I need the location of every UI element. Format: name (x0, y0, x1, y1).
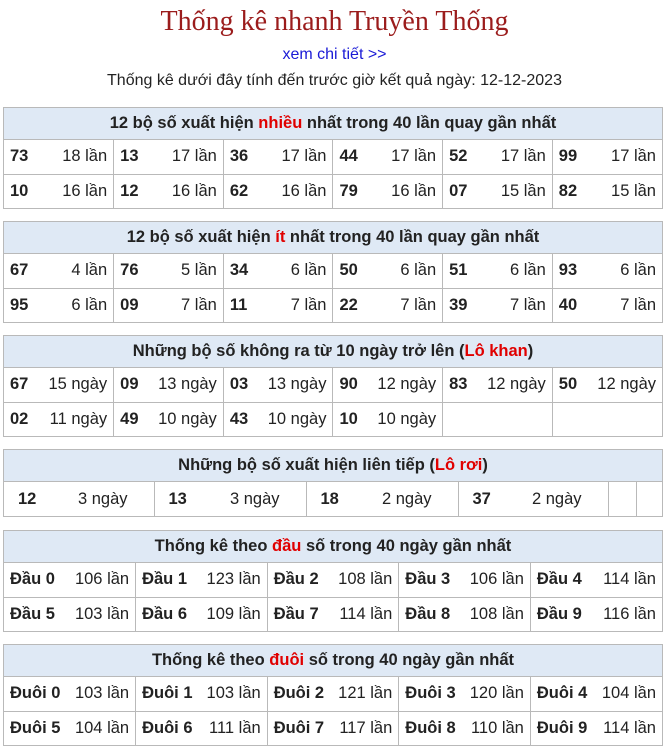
title-text: nhất trong 40 lần quay gần nhất (285, 228, 540, 246)
count: 4 lần (71, 261, 108, 280)
count: 15 lần (500, 181, 546, 200)
empty-cell (608, 482, 636, 516)
count: 13 ngày (267, 375, 327, 394)
title-text: Những bộ số không ra từ 10 ngày trở lên ( (132, 342, 465, 360)
stat-cell (333, 402, 443, 436)
empty-cell (443, 402, 553, 436)
count: 104 lần (74, 718, 130, 737)
title-text: 12 bộ số xuất hiện (126, 228, 276, 246)
stat-cell (4, 288, 114, 322)
count: 16 lần (62, 181, 108, 200)
table-row (4, 288, 662, 322)
stat-cell (114, 174, 224, 208)
number: 82 (558, 181, 578, 200)
title-highlight: ít (275, 228, 286, 246)
stat-cell (443, 368, 553, 402)
least-frequent-table (4, 254, 662, 322)
count: 6 lần (510, 261, 546, 280)
empty-cell (552, 402, 662, 436)
count: 10 ngày (267, 409, 327, 428)
count: 6 lần (290, 261, 327, 280)
dau-section (3, 530, 663, 632)
number: 02 (10, 409, 29, 428)
stat-cell (333, 368, 443, 402)
count: 120 lần (469, 684, 524, 703)
stat-cell (4, 174, 114, 208)
stat-cell (306, 482, 458, 516)
stat-cell (4, 254, 114, 288)
stat-cell (114, 402, 224, 436)
number: 09 (120, 375, 139, 394)
stat-cell (552, 368, 662, 402)
number: 50 (558, 375, 578, 394)
stat-cell (223, 174, 333, 208)
count: 7 lần (620, 295, 656, 314)
table-row (4, 140, 662, 174)
number: 51 (449, 261, 468, 280)
count: 12 ngày (597, 375, 656, 394)
stat-cell (552, 254, 662, 288)
lo-roi-section (3, 449, 663, 517)
number: 07 (449, 181, 468, 200)
title-highlight: Lô khan (464, 342, 528, 360)
number: Đuôi 4 (536, 684, 588, 703)
count: 15 ngày (48, 375, 108, 394)
count: 17 lần (281, 147, 327, 166)
number: 52 (449, 147, 468, 166)
page-header (0, 0, 669, 100)
most-frequent-table (4, 140, 662, 208)
lo-khan-table (4, 368, 662, 436)
stat-cell (333, 140, 443, 174)
number: Đuôi 6 (142, 718, 193, 737)
section-title (4, 531, 662, 563)
title-highlight: đuôi (269, 651, 305, 669)
table-row (4, 254, 662, 288)
stat-cell (136, 711, 268, 745)
number: 37 (472, 489, 491, 508)
stat-cell (4, 677, 136, 711)
section-title (4, 222, 662, 254)
page-subtitle: Thống kê dưới đây tính đến trước giờ kết quả ngày: 12-12-2023 (107, 72, 562, 89)
stat-cell (333, 174, 443, 208)
title-text: nhất trong 40 lần quay gần nhất (302, 114, 557, 132)
count: 123 lần (206, 570, 261, 589)
stat-cell (552, 174, 662, 208)
number: Đầu 5 (10, 604, 55, 623)
lo-roi-table (4, 482, 664, 516)
stat-cell (4, 368, 114, 402)
stat-cell (4, 482, 154, 516)
count: 12 ngày (487, 375, 546, 394)
table-row (4, 482, 664, 516)
count: 10 ngày (377, 409, 437, 428)
count: 114 lần (339, 604, 393, 623)
view-details-link[interactable]: xem chi tiết >> (282, 46, 387, 63)
title-text: Thống kê theo (154, 537, 273, 555)
count: 109 lần (206, 604, 261, 623)
number: 49 (120, 409, 139, 428)
number: 22 (339, 295, 358, 314)
stat-cell (114, 140, 224, 174)
number: 44 (339, 147, 358, 166)
number: 39 (449, 295, 468, 314)
stat-cell (443, 140, 553, 174)
stat-cell (223, 368, 333, 402)
stat-cell (458, 482, 608, 516)
count: 7 lần (181, 295, 217, 314)
count: 108 lần (338, 570, 393, 589)
count: 6 lần (71, 295, 108, 314)
count: 17 lần (171, 147, 217, 166)
number: 40 (558, 295, 578, 314)
count: 7 lần (510, 295, 546, 314)
table-row (4, 711, 662, 745)
count: 10 ngày (158, 409, 217, 428)
number: Đầu 2 (273, 570, 319, 589)
number: Đuôi 9 (536, 718, 588, 737)
count: 17 lần (611, 147, 656, 166)
stat-cell (267, 677, 399, 711)
stat-cell (267, 597, 399, 631)
count: 114 lần (603, 570, 656, 589)
stat-cell (530, 677, 662, 711)
count: 16 lần (281, 181, 327, 200)
number: 10 (10, 181, 29, 200)
count: 104 lần (601, 684, 656, 703)
table-row (4, 563, 662, 597)
count: 2 ngày (381, 489, 432, 508)
count: 12 ngày (377, 375, 437, 394)
count: 11 ngày (49, 409, 108, 428)
count: 103 lần (74, 604, 130, 623)
number: 10 (339, 409, 358, 428)
count: 15 lần (611, 181, 656, 200)
number: 36 (229, 147, 249, 166)
count: 3 ngày (77, 489, 128, 508)
stat-cell (136, 677, 268, 711)
count: 103 lần (74, 684, 130, 703)
count: 2 ngày (531, 489, 582, 508)
stat-cell (267, 711, 399, 745)
title-text: ) (527, 342, 534, 360)
number: 62 (229, 181, 249, 200)
count: 17 lần (391, 147, 437, 166)
stat-cell (4, 402, 114, 436)
duoi-section (3, 644, 663, 746)
number: 99 (558, 147, 578, 166)
stat-cell (154, 482, 306, 516)
count: 106 lần (469, 570, 524, 589)
number: 93 (558, 261, 578, 280)
count: 17 lần (500, 147, 546, 166)
number: 11 (229, 295, 248, 314)
section-title (4, 336, 662, 368)
dau-table (4, 563, 662, 631)
number: 83 (449, 375, 468, 394)
number: 13 (120, 147, 139, 166)
stat-cell (530, 711, 662, 745)
number: Đuôi 8 (405, 718, 456, 737)
count: 13 ngày (158, 375, 217, 394)
count: 6 lần (400, 261, 437, 280)
title-text: số trong 40 ngày gần nhất (304, 651, 515, 669)
stat-cell (223, 288, 333, 322)
section-title (4, 108, 662, 140)
count: 121 lần (338, 684, 393, 703)
number: Đầu 3 (405, 570, 451, 589)
number: 50 (339, 261, 358, 280)
number: 90 (339, 375, 358, 394)
stat-cell (114, 368, 224, 402)
count: 111 lần (209, 718, 261, 737)
number: 09 (120, 295, 139, 314)
number: Đuôi 1 (142, 684, 193, 703)
lo-khan-section (3, 335, 663, 437)
number: Đầu 6 (142, 604, 188, 623)
number: Đuôi 3 (405, 684, 456, 703)
title-text: Thống kê theo (151, 651, 270, 669)
count: 7 lần (400, 295, 437, 314)
least-frequent-section (3, 221, 663, 323)
stat-cell (136, 563, 268, 597)
stat-cell (399, 563, 531, 597)
stat-cell (552, 288, 662, 322)
stat-cell (552, 140, 662, 174)
title-text: Những bộ số xuất hiện liên tiếp ( (178, 456, 435, 474)
count: 110 lần (470, 718, 524, 737)
number: Đầu 1 (142, 570, 188, 589)
section-title (4, 645, 662, 677)
stat-cell (443, 288, 553, 322)
count: 108 lần (469, 604, 524, 623)
stat-cell (530, 563, 662, 597)
table-row (4, 597, 662, 631)
count: 114 lần (603, 718, 656, 737)
most-frequent-section (3, 107, 663, 209)
number: 67 (10, 375, 29, 394)
stat-cell (530, 597, 662, 631)
count: 116 lần (603, 604, 656, 623)
count: 3 ngày (229, 489, 280, 508)
number: 79 (339, 181, 358, 200)
stat-cell (333, 254, 443, 288)
section-title (4, 450, 662, 482)
empty-cell (636, 482, 664, 516)
count: 6 lần (620, 261, 656, 280)
number: Đầu 0 (10, 570, 55, 589)
stat-cell (4, 563, 136, 597)
number: Đuôi 2 (273, 684, 325, 703)
count: 117 lần (339, 718, 393, 737)
count: 7 lần (290, 295, 327, 314)
number: 67 (10, 261, 29, 280)
number: 12 (18, 489, 37, 508)
number: Đuôi 5 (10, 718, 61, 737)
number: Đuôi 0 (10, 684, 61, 703)
number: Đầu 7 (273, 604, 319, 623)
stat-cell (399, 711, 531, 745)
stat-cell (4, 597, 136, 631)
count: 106 lần (74, 570, 130, 589)
count: 16 lần (171, 181, 217, 200)
stat-cell (267, 563, 399, 597)
stat-cell (223, 140, 333, 174)
title-text: 12 bộ số xuất hiện (109, 114, 259, 132)
title-text: ) (482, 456, 488, 474)
number: Đầu 9 (536, 604, 582, 623)
stat-cell (114, 254, 224, 288)
stat-cell (136, 597, 268, 631)
title-text: số trong 40 ngày gần nhất (301, 537, 512, 555)
stat-cell (114, 288, 224, 322)
count: 5 lần (181, 261, 217, 280)
title-highlight: nhiều (258, 114, 303, 132)
stat-cell (4, 140, 114, 174)
number: 34 (229, 261, 249, 280)
number: 76 (120, 261, 139, 280)
page-title: Thống kê nhanh Truyền Thống (160, 6, 509, 37)
stat-cell (333, 288, 443, 322)
number: 18 (320, 489, 339, 508)
number: Đuôi 7 (273, 718, 325, 737)
title-highlight: đầu (272, 537, 302, 555)
count: 103 lần (206, 684, 261, 703)
stat-cell (4, 711, 136, 745)
stat-cell (223, 254, 333, 288)
title-highlight: Lô rơi (434, 456, 483, 474)
table-row (4, 174, 662, 208)
number: Đầu 8 (405, 604, 451, 623)
number: 73 (10, 147, 29, 166)
table-row (4, 677, 662, 711)
number: 12 (120, 181, 139, 200)
number: 13 (168, 489, 187, 508)
number: 43 (229, 409, 249, 428)
stat-cell (399, 597, 531, 631)
number: 03 (229, 375, 249, 394)
number: 95 (10, 295, 29, 314)
number: Đầu 4 (536, 570, 582, 589)
table-row (4, 402, 662, 436)
duoi-table (4, 677, 662, 745)
count: 18 lần (62, 147, 108, 166)
stat-cell (223, 402, 333, 436)
stat-cell (399, 677, 531, 711)
count: 16 lần (391, 181, 437, 200)
table-row (4, 368, 662, 402)
stat-cell (443, 254, 553, 288)
stat-cell (443, 174, 553, 208)
